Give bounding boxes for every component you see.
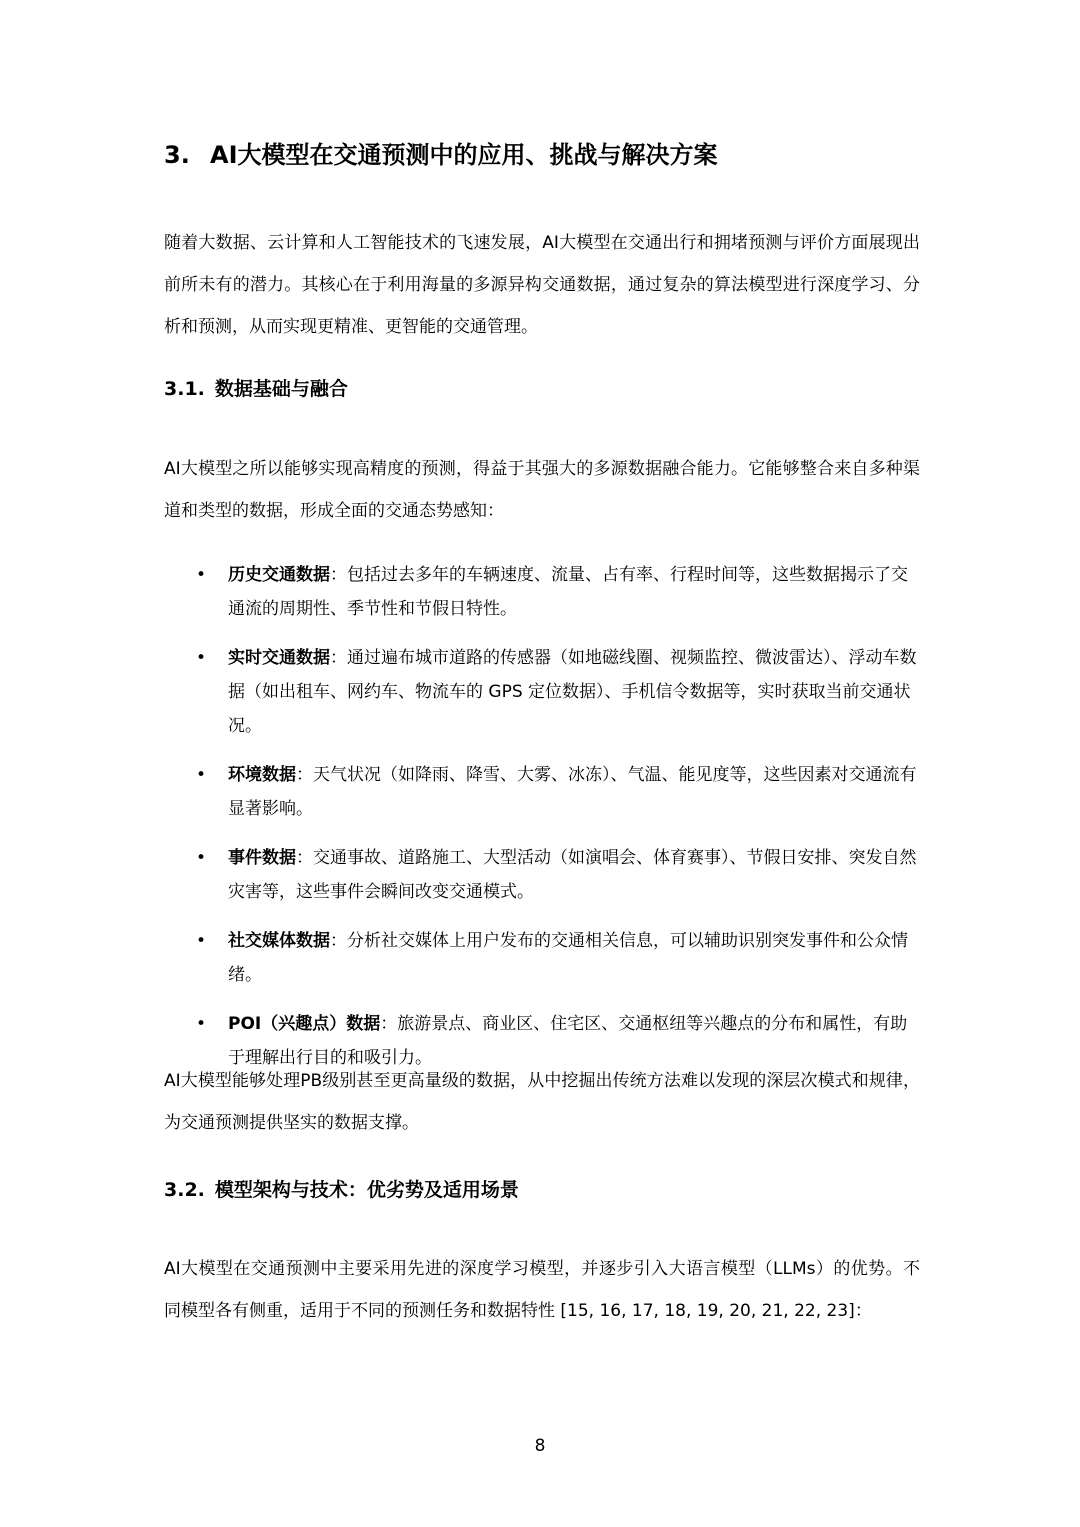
section-heading bbox=[164, 137, 924, 173]
subsection-1-outro-paragraph: AI大模型能够处理PB级别甚至更高量级的数据，从中挖掘出传统方法难以发现的深层次模式和规律，为交通预测提供坚实的数据支撑。 bbox=[164, 1071, 920, 1133]
list-item-text: ：旅游景点、商业区、住宅区、交通枢纽等兴趣点的分布和属性，有助于理解出行目的和吸引力。 bbox=[228, 1014, 908, 1068]
list-item-term: 环境数据 bbox=[228, 765, 296, 785]
bullet-icon: • bbox=[196, 565, 207, 585]
list-item-term: 历史交通数据 bbox=[228, 565, 330, 585]
section-title: AI大模型在交通预测中的应用、挑战与解决方案 bbox=[210, 141, 718, 169]
subsection-2-title: 模型架构与技术：优劣势及适用场景 bbox=[214, 1179, 519, 1201]
subsection-2-intro-paragraph: AI大模型在交通预测中主要采用先进的深度学习模型，并逐步引入大语言模型（LLMs）的优势。不同模型各有侧重，适用于不同的预测任务和数据特性 [15, 16, 17, 18, 19, 20, 21, 22, 23]： bbox=[164, 1259, 920, 1321]
subsection-1-heading bbox=[164, 374, 348, 404]
subsection-1-title: 数据基础与融合 bbox=[214, 378, 348, 400]
bullet-icon: • bbox=[196, 765, 207, 785]
section-intro-paragraph: 随着大数据、云计算和人工智能技术的飞速发展，AI大模型在交通出行和拥堵预测与评价方面展现出前所未有的潜力。其核心在于利用海量的多源异构交通数据，通过复杂的算法模型进行深度学习、分析和预测，从而实现更精准、更智能的交通管理。 bbox=[164, 233, 920, 337]
bullet-icon: • bbox=[196, 848, 207, 868]
data-source-list bbox=[164, 558, 920, 1090]
list-item-text: ：分析社交媒体上用户发布的交通相关信息，可以辅助识别突发事件和公众情绪。 bbox=[228, 931, 908, 985]
list-item-term: 实时交通数据 bbox=[228, 648, 330, 668]
list-item bbox=[164, 758, 920, 826]
subsection-2-number: 3.2. bbox=[164, 1179, 205, 1201]
page-number: 8 bbox=[534, 1436, 546, 1456]
list-item-term: 社交媒体数据 bbox=[228, 931, 330, 951]
subsection-2-heading bbox=[164, 1175, 519, 1205]
list-item-text: ：包括过去多年的车辆速度、流量、占有率、行程时间等，这些数据揭示了交通流的周期性、季节性和节假日特性。 bbox=[228, 565, 908, 619]
section-number: 3. bbox=[164, 141, 190, 169]
bullet-icon: • bbox=[196, 648, 207, 668]
list-item bbox=[164, 841, 920, 909]
bullet-icon: • bbox=[196, 1014, 207, 1034]
list-item-text: ：交通事故、道路施工、大型活动（如演唱会、体育赛事）、节假日安排、突发自然灾害等，这些事件会瞬间改变交通模式。 bbox=[228, 848, 917, 902]
list-item bbox=[164, 641, 920, 743]
bullet-icon: • bbox=[196, 931, 207, 951]
subsection-1-intro-paragraph: AI大模型之所以能够实现高精度的预测，得益于其强大的多源数据融合能力。它能够整合来自多种渠道和类型的数据，形成全面的交通态势感知： bbox=[164, 459, 920, 521]
list-item-text: ：通过遍布城市道路的传感器（如地磁线圈、视频监控、微波雷达）、浮动车数据（如出租车、网约车、物流车的 GPS 定位数据）、手机信令数据等，实时获取当前交通状况。 bbox=[228, 648, 917, 736]
list-item bbox=[164, 558, 920, 626]
subsection-1-number: 3.1. bbox=[164, 378, 205, 400]
list-item-text: ：天气状况（如降雨、降雪、大雾、冰冻）、气温、能见度等，这些因素对交通流有显著影响。 bbox=[228, 765, 917, 819]
list-item bbox=[164, 924, 920, 992]
list-item-term: POI（兴趣点）数据 bbox=[228, 1014, 381, 1034]
list-item-term: 事件数据 bbox=[228, 848, 296, 868]
